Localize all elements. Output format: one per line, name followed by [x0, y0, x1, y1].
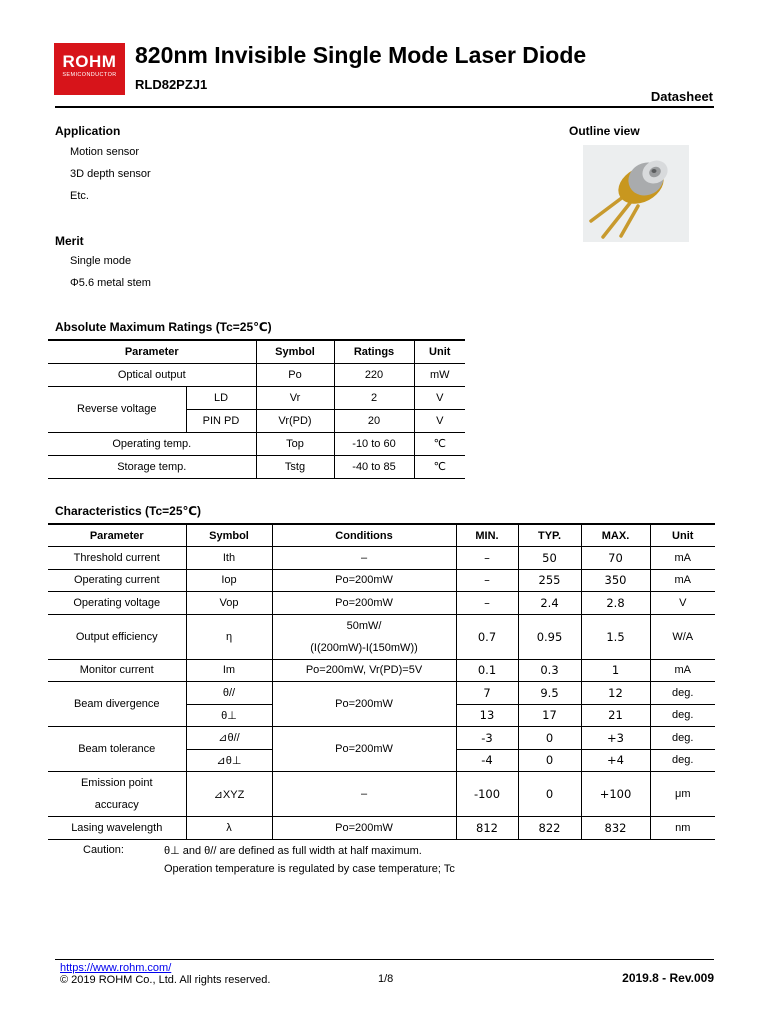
table-row	[48, 386, 465, 409]
cell: LD	[186, 386, 256, 409]
merit-heading: Merit	[55, 234, 84, 248]
cell: Storage temp.	[48, 455, 256, 478]
cell: 1	[581, 659, 650, 682]
condition-line: 50mW/	[346, 619, 382, 632]
cell: Po=200mW	[272, 817, 456, 840]
col-header: TYP.	[518, 524, 581, 547]
cell: 0.1	[456, 659, 518, 682]
cell: Operating current	[48, 569, 186, 592]
table-row	[48, 772, 715, 817]
cell: 17	[518, 704, 581, 727]
cell: -100	[456, 772, 518, 817]
cell: deg.	[650, 749, 715, 772]
cell: Po=200mW	[272, 569, 456, 592]
cell: -40 to 85	[334, 455, 414, 478]
table-row	[48, 363, 465, 386]
table-header-row	[48, 524, 715, 547]
cell: Top	[256, 432, 334, 455]
table-row	[48, 659, 715, 682]
part-number: RLD82PZJ1	[135, 77, 208, 92]
col-header: Parameter	[48, 524, 186, 547]
cell: +3	[581, 727, 650, 750]
cell: W/A	[650, 614, 715, 659]
cell: Po=200mW	[272, 727, 456, 772]
cell: Po=200mW, Vr(PD)=5V	[272, 659, 456, 682]
table-row	[48, 569, 715, 592]
cell: 7	[456, 682, 518, 705]
cell: ℃	[414, 432, 465, 455]
condition-line: (I(200mW)-I(150mW))	[310, 641, 418, 654]
cell: Vr(PD)	[256, 409, 334, 432]
cell: V	[650, 592, 715, 615]
cell: mW	[414, 363, 465, 386]
cell: nm	[650, 817, 715, 840]
logo-text: ROHM	[62, 52, 117, 71]
col-header: MIN.	[456, 524, 518, 547]
rohm-website-link[interactable]: https://www.rohm.com/	[60, 962, 172, 974]
cell: 255	[518, 569, 581, 592]
laser-diode-image	[583, 145, 689, 242]
cell: Beam tolerance	[48, 727, 186, 772]
table-row	[48, 682, 715, 705]
cell: 832	[581, 817, 650, 840]
cell: 220	[334, 363, 414, 386]
application-item: 3D depth sensor	[70, 168, 151, 180]
cell: θ⊥	[186, 704, 272, 727]
cell: Po	[256, 363, 334, 386]
cell: 350	[581, 569, 650, 592]
outline-heading: Outline view	[569, 124, 640, 138]
cell: –	[456, 547, 518, 570]
cell: 1.5	[581, 614, 650, 659]
cell: μm	[650, 772, 715, 817]
table-row	[48, 455, 465, 478]
cell: Reverse voltage	[48, 386, 186, 432]
cell: deg.	[650, 727, 715, 750]
merit-item: Single mode	[70, 255, 132, 267]
cell: Po=200mW	[272, 682, 456, 727]
page-title: 820nm Invisible Single Mode Laser Diode	[135, 42, 587, 68]
cell: 2.8	[581, 592, 650, 615]
cell: +4	[581, 749, 650, 772]
abs-max-table	[48, 339, 465, 479]
col-header: Unit	[650, 524, 715, 547]
cell: 12	[581, 682, 650, 705]
table-row	[48, 547, 715, 570]
cell: V	[414, 409, 465, 432]
cell: 0.3	[518, 659, 581, 682]
cell: 50	[518, 547, 581, 570]
cell: ⊿θ//	[186, 727, 272, 750]
cell: η	[186, 614, 272, 659]
cell: ℃	[414, 455, 465, 478]
cell: 0	[518, 772, 581, 817]
logo-subtext: SEMICONDUCTOR	[62, 72, 117, 78]
cell: Tstg	[256, 455, 334, 478]
cell: 812	[456, 817, 518, 840]
application-item: Motion sensor	[70, 146, 140, 158]
header-divider	[55, 106, 714, 108]
rohm-logo	[54, 43, 125, 95]
cell: Im	[186, 659, 272, 682]
cell	[272, 614, 456, 659]
copyright: © 2019 ROHM Co., Ltd. All rights reserved.	[60, 974, 271, 986]
cell: Operating voltage	[48, 592, 186, 615]
cell: λ	[186, 817, 272, 840]
application-item: Etc.	[70, 190, 89, 202]
param-line: accuracy	[94, 799, 139, 811]
col-header: Conditions	[272, 524, 456, 547]
cell: mA	[650, 569, 715, 592]
cell: deg.	[650, 682, 715, 705]
param-line: Emission point	[80, 777, 153, 789]
cell: 0.7	[456, 614, 518, 659]
cell: Threshold current	[48, 547, 186, 570]
cell: deg.	[650, 704, 715, 727]
revision: 2019.8 - Rev.009	[622, 971, 714, 985]
caution-note: θ⊥ and θ// are defined as full width at half maximum.	[164, 845, 422, 857]
cell: Vr	[256, 386, 334, 409]
footer-divider	[55, 959, 714, 960]
cell: ⊿XYZ	[186, 772, 272, 817]
table-row	[48, 817, 715, 840]
table-row	[48, 592, 715, 615]
cell: 2	[334, 386, 414, 409]
cell: -10 to 60	[334, 432, 414, 455]
cell: Output efficiency	[48, 614, 186, 659]
cell: 9.5	[518, 682, 581, 705]
cell: 0	[518, 727, 581, 750]
cell: +100	[581, 772, 650, 817]
cell: Beam divergence	[48, 682, 186, 727]
cell: Monitor current	[48, 659, 186, 682]
cell: 20	[334, 409, 414, 432]
cell: Lasing wavelength	[48, 817, 186, 840]
col-header: MAX.	[581, 524, 650, 547]
cell: –	[456, 592, 518, 615]
col-header: Ratings	[334, 340, 414, 363]
cell: 0.95	[518, 614, 581, 659]
col-header: Parameter	[48, 340, 256, 363]
cell: mA	[650, 659, 715, 682]
cell: 2.4	[518, 592, 581, 615]
application-heading: Application	[55, 124, 121, 138]
cell: Po=200mW	[272, 592, 456, 615]
abs-max-heading: Absolute Maximum Ratings (Tc=25℃)	[55, 320, 272, 334]
cell: Operating temp.	[48, 432, 256, 455]
cell: Ith	[186, 547, 272, 570]
cell: PIN PD	[186, 409, 256, 432]
cell	[48, 772, 186, 817]
cell: Optical output	[48, 363, 256, 386]
cell: –	[272, 772, 456, 817]
cell: 21	[581, 704, 650, 727]
table-row	[48, 614, 715, 659]
cell: -4	[456, 749, 518, 772]
cell: 0	[518, 749, 581, 772]
table-row	[48, 432, 465, 455]
cell: V	[414, 386, 465, 409]
cell: mA	[650, 547, 715, 570]
characteristics-heading: Characteristics (Tc=25℃)	[55, 504, 202, 518]
caution-note: Operation temperature is regulated by case temperature; Tc	[164, 863, 455, 875]
cell: 70	[581, 547, 650, 570]
col-header: Symbol	[256, 340, 334, 363]
cell: θ//	[186, 682, 272, 705]
cell: –	[272, 547, 456, 570]
characteristics-table	[48, 523, 715, 840]
caution-label: Caution:	[83, 844, 124, 856]
cell: 13	[456, 704, 518, 727]
cell: ⊿θ⊥	[186, 749, 272, 772]
merit-item: Φ5.6 metal stem	[70, 277, 151, 289]
col-header: Unit	[414, 340, 465, 363]
table-row	[48, 727, 715, 750]
cell: Vop	[186, 592, 272, 615]
cell: –	[456, 569, 518, 592]
cell: Iop	[186, 569, 272, 592]
table-header-row	[48, 340, 465, 363]
col-header: Symbol	[186, 524, 272, 547]
laser-diode-icon	[583, 145, 689, 242]
cell: -3	[456, 727, 518, 750]
page-number: 1/8	[378, 973, 394, 985]
cell: 822	[518, 817, 581, 840]
doc-type: Datasheet	[650, 89, 713, 104]
